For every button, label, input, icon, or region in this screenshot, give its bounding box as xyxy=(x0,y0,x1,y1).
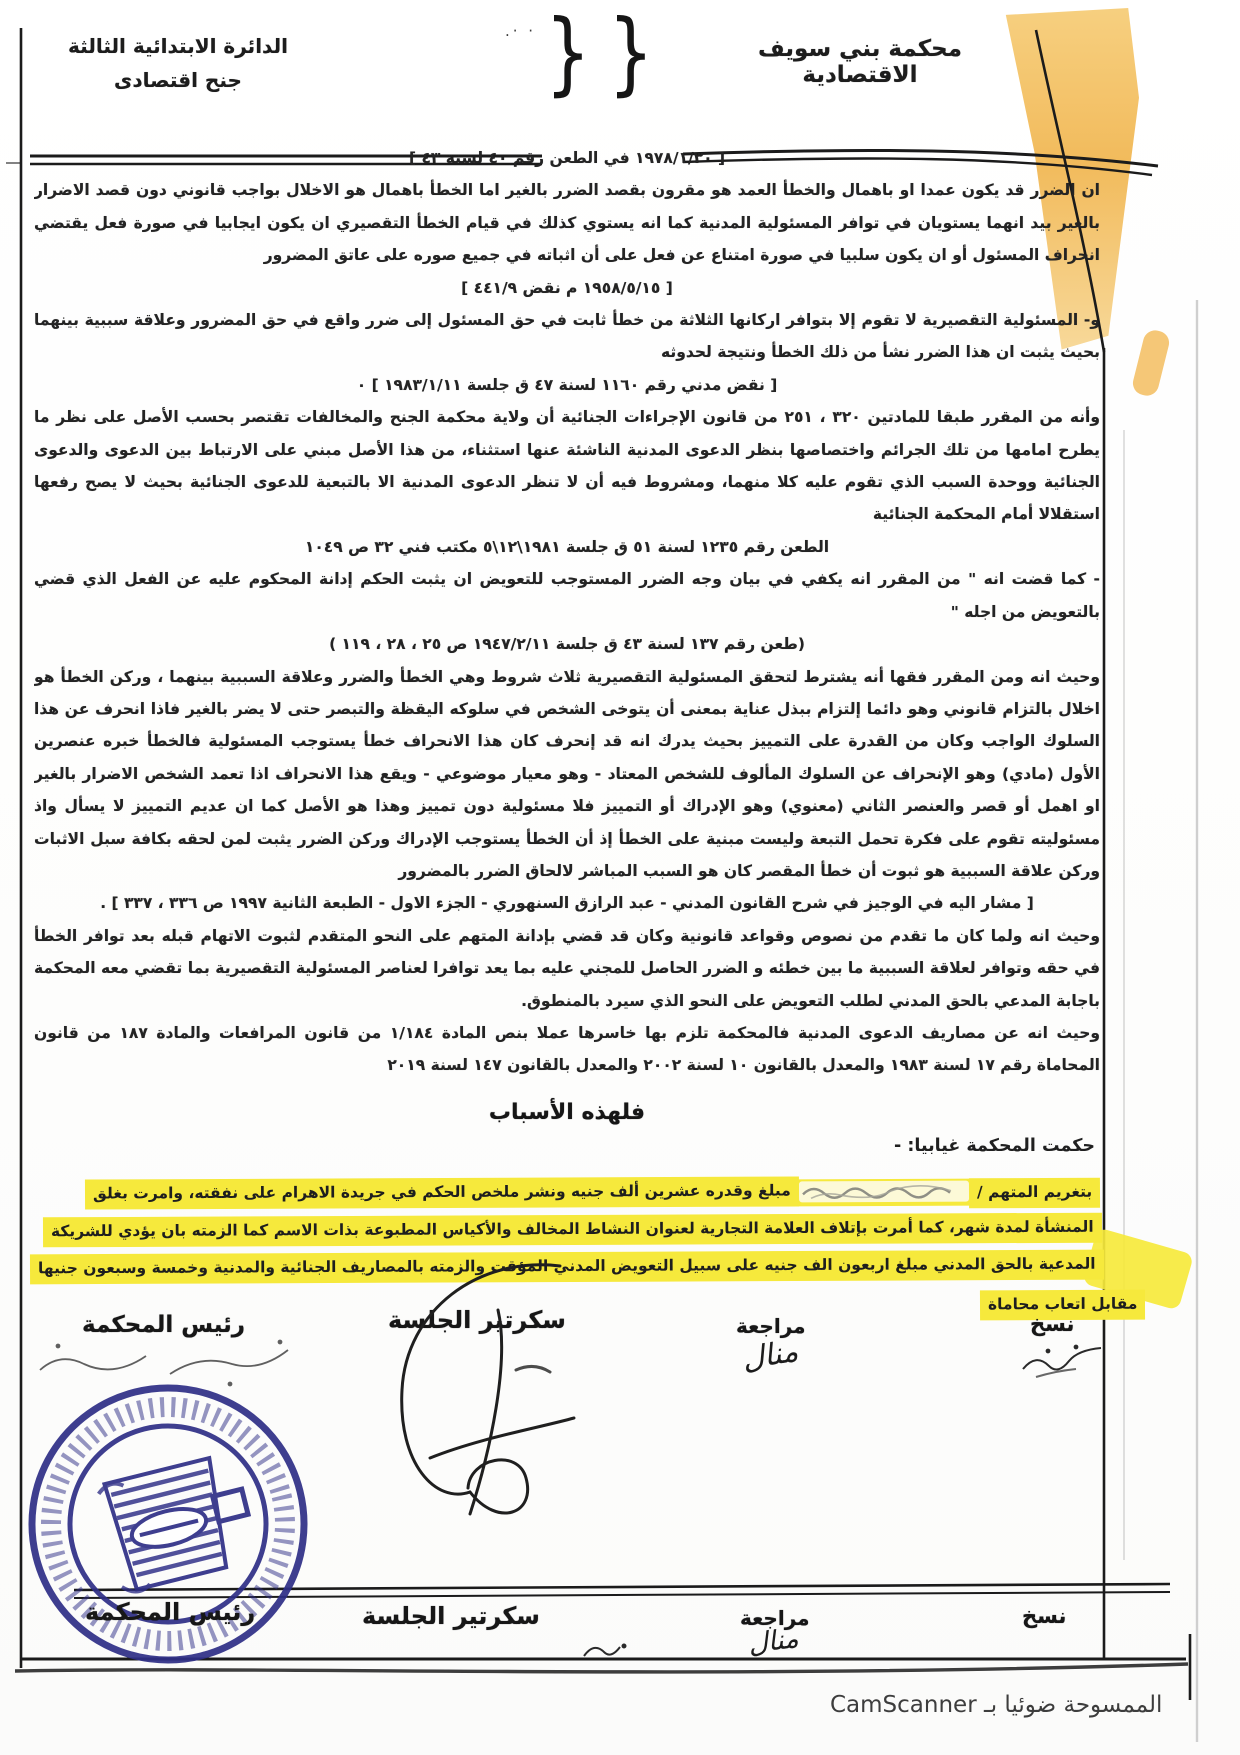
header-brace-right: { xyxy=(608,0,654,105)
circuit-name: الدائرة الابتدائية الثالثة xyxy=(68,34,288,58)
verdict-highlighted-text: المنشأة لمدة شهر، كما أمرت بإتلاف العلامة التجارية لعنوان النشاط المخالف والأكياس المطبوعة بذات الاسم كما الزمته بان يؤدي للشريكة xyxy=(45,1215,1100,1246)
signature-label-secretary: سكرتير الجلسة xyxy=(388,1306,566,1334)
signature-label-review: مراجعة xyxy=(736,1314,806,1338)
citation-line: [ ١٩٥٨/٥/١٥ م نقض ٤٤١/٩ ] xyxy=(461,278,673,297)
camscanner-watermark: الممسوحة ضوئيا بـ CamScanner xyxy=(830,1692,1163,1718)
verdict-line-2 xyxy=(45,1217,1100,1243)
verdict-highlighted-text: المدعية بالحق المدني مبلغ اربعون الف جنيه على سبيل التعويض المدني المؤقت والزمته بالمصاريف الجنائية والمدنية وخمسة وسبعون جنيها xyxy=(32,1252,1102,1283)
body-paragraph: ان الضرر قد يكون عمدا او باهمال والخطأ العمد هو مقرون بقصد الضرر بالغير اما الخطأ باهمال هو الاخلال بواجب قانوني دون قصد الاضرار بالغير بيد انهما يستويان في توافر المسئولية المدنية كما انه يستوي كذلك في قيام الخطأ التقصيري ان يكون ايجابيا في صورة فعل يقتضي انحراف المسئول أو ان يكون سلبيا في صورة امتناع عن فعل على أن اثباته في جميع صوره على عاتق المضرور xyxy=(34,181,1100,265)
body-paragraph: و- المسئولية التقصيرية لا تقوم إلا بتوافر اركانها الثلاثة من خطأ ثابت في حق المسئول إلى ضرر واقع في حق المضرور وعلاقة سببية بينهما بحيث يثبت ان هذا الضرر نشأ من ذلك الخطأ ونتيجة لحدوثه xyxy=(34,311,1100,362)
citation-line: [ ١٩٧٨/١/٣٠ في الطعن رقم ٤٠ لسنة ٤٣ ] xyxy=(408,149,726,167)
redacted-defendant-name-scribble xyxy=(797,1181,971,1205)
ruling-heading: فلهذه الأسباب xyxy=(488,1100,646,1125)
verdict-highlighted-text: بتغريم المتهم / xyxy=(971,1180,1098,1207)
body-paragraph: وحيث انه ولما كان ما تقدم من نصوص وقواعد قانونية وكان قد قضي بإدانة المتهم على النحو المتقدم لثبوت الاتهام قبله بعد توافر الخطأ في حقه وتوافر لعلاقة السببية ما بين خطئه و الضرر الحاصل للمجني عليه بما يعد توافرا لعناصر المسئولية التقصيرية بما تقضي معه المحكمة باجابة المدعي بالحق المدني لطلب التعويض على النحو الذي سيرد بالمنطوق. xyxy=(34,926,1100,1010)
footer-reviewer-handwritten-name: منال xyxy=(746,1623,801,1660)
footer-secretary-initial-mark xyxy=(580,1638,632,1664)
session-secretary-signature xyxy=(348,1252,588,1542)
judgment-body-text xyxy=(34,142,1100,1098)
citation-line: [ نقض مدني رقم ١١٦٠ لسنة ٤٧ ق جلسة ١٩٨٣/١/١١ ] ٠ xyxy=(356,375,778,394)
body-paragraph: وحيث انه عن مصاريف الدعوى المدنية فالمحكمة تلزم بها خاسرها عملا بنص المادة ١/١٨٤ من قانون المرافعات والمادة ١٨٧ من قانون المحاماة رقم ١٧ لسنة ١٩٨٣ والمعدل بالقانون ١٠ لسنة ٢٠٠٢ والمعدل بالقانون ١٤٧ لسنة ٢٠١٩ xyxy=(34,1023,1100,1075)
body-paragraph: - كما قضت انه " من المقرر انه يكفي في بيان وجه الضرر المستوجب للتعويض ان يثبت الحكم إدانة المحكوم عليه عن الفعل الذي قضي بالتعويض من اجله " xyxy=(34,570,1100,621)
reviewer-handwritten-name: منال xyxy=(739,1333,801,1378)
footer-label-president: رئيس المحكمة xyxy=(85,1598,256,1626)
signature-label-copy: نسخ xyxy=(1030,1312,1075,1336)
citation-line: (طعن رقم ١٣٧ لسنة ٤٣ ق جلسة ١٩٤٧/٢/١١ ص ٢٥ ، ٢٨ ، ١١٩ ) xyxy=(329,635,805,654)
body-paragraph: وحيث انه ومن المقرر فقها أنه يشترط لتحقق المسئولية التقصيرية ثلاث شروط وهي الخطأ والضرر وعلاقة السببية بينهما ، وركن الخطأ هو اخلال بالتزام قانوني وهو دائما إلتزام ببذل عناية بمعنى أن يتوخى الشخص في سلوكه اليقظة والتبصر حتى لا يضر بالغير فاذا انحرف عن هذا السلوك الواجب وكان من القدرة على التمييز بحيث يدرك انه قد إنحرف كان هذا الانحراف خطأ يستوجب المسئولية فالخطأ خبره عنصرين الأول (مادي) وهو الإنحراف عن السلوك المألوف للشخص المعتاد - وهو معيار موضوعي - ويقع هذا الانحراف اذا تعمد الشخص الاضرار بالغير او اهمل أو قصر والعنصر الثاني (معنوي) وهو الإدراك أو التمييز فلا مسئولية دون تمييز وهذا هو الأصل كما ان عديم التمييز لا يسأل واذ مسئوليته تقوم على فكرة تحمل التبعة وليست مبنية على الخطأ إذ أن الخطأ يستوجب الإدراك وركن الضرر يثبت لمن لحقه بكافة سبل الاثبات وركن علاقة السببية هو ثبوت أن خطأ المقصر كان هو السبب المباشر لالحاق الضرر بالمضرور xyxy=(34,667,1100,880)
ink-specks: · ·. xyxy=(505,22,537,40)
body-paragraph: وأنه من المقرر طبقا للمادتين ٣٢٠ ، ٢٥١ من قانون الإجراءات الجنائية أن ولاية محكمة الجنح والمخالفات تقتصر بحسب الأصل على نظر ما يطرح امامها من تلك الجرائم واختصاصها بنظر الدعوى المدنية الناشئة عنها استثناء، من هذا الأصل مبني على الارتباط بين الدعوى والدعوى الجنائية ووحدة السبب الذي تقوم عليه كلا منهما، ومشروط فيه أن لا تنظر الدعوى المدنية الا بالتبعية للدعوى الجنائية بحيث لا يصح رفعها استقلالا أمام المحكمة الجنائية xyxy=(34,408,1100,524)
copy-clerk-signature xyxy=(1018,1333,1110,1385)
verdict-line-1 xyxy=(87,1180,1098,1206)
footer-label-copy: نسخ xyxy=(1022,1604,1067,1628)
orange-highlighter-dab xyxy=(1130,328,1171,398)
court-name: محكمة بني سويف الاقتصادية xyxy=(758,36,962,88)
citation-line: الطعن رقم ١٢٣٥ لسنة ٥١ ق جلسة ١٩٨١\١٢\٥ مكتب فني ٣٢ ص ١٠٤٩ xyxy=(304,537,830,556)
footer-label-secretary: سكرتير الجلسة xyxy=(362,1602,540,1630)
court-official-round-stamp xyxy=(0,1345,355,1704)
ruling-intro: حكمت المحكمة غيابيا: - xyxy=(894,1136,1095,1156)
case-type: جنح اقتصادى xyxy=(114,68,242,92)
verdict-highlighted-text: مبلغ وقدره عشرين ألف جنيه ونشر ملخص الحكم في جريدة الاهرام على نفقته، وامرت بغلق xyxy=(87,1178,797,1207)
signature-label-president: رئيس المحكمة xyxy=(82,1312,246,1338)
citation-line: [ مشار اليه في الوجيز في شرح القانون المدني - عبد الرازق السنهوري - الجزء الاول - الطبعة الثانية ١٩٩٧ ص ٣٣٦ ، ٣٣٧ ] . xyxy=(100,894,1034,913)
circuit-block xyxy=(48,34,308,92)
verdict-highlighted-text: مقابل اتعاب محاماة xyxy=(981,1292,1143,1319)
footer-label-review: مراجعة xyxy=(740,1606,810,1630)
header-brace-left: { xyxy=(545,0,591,105)
